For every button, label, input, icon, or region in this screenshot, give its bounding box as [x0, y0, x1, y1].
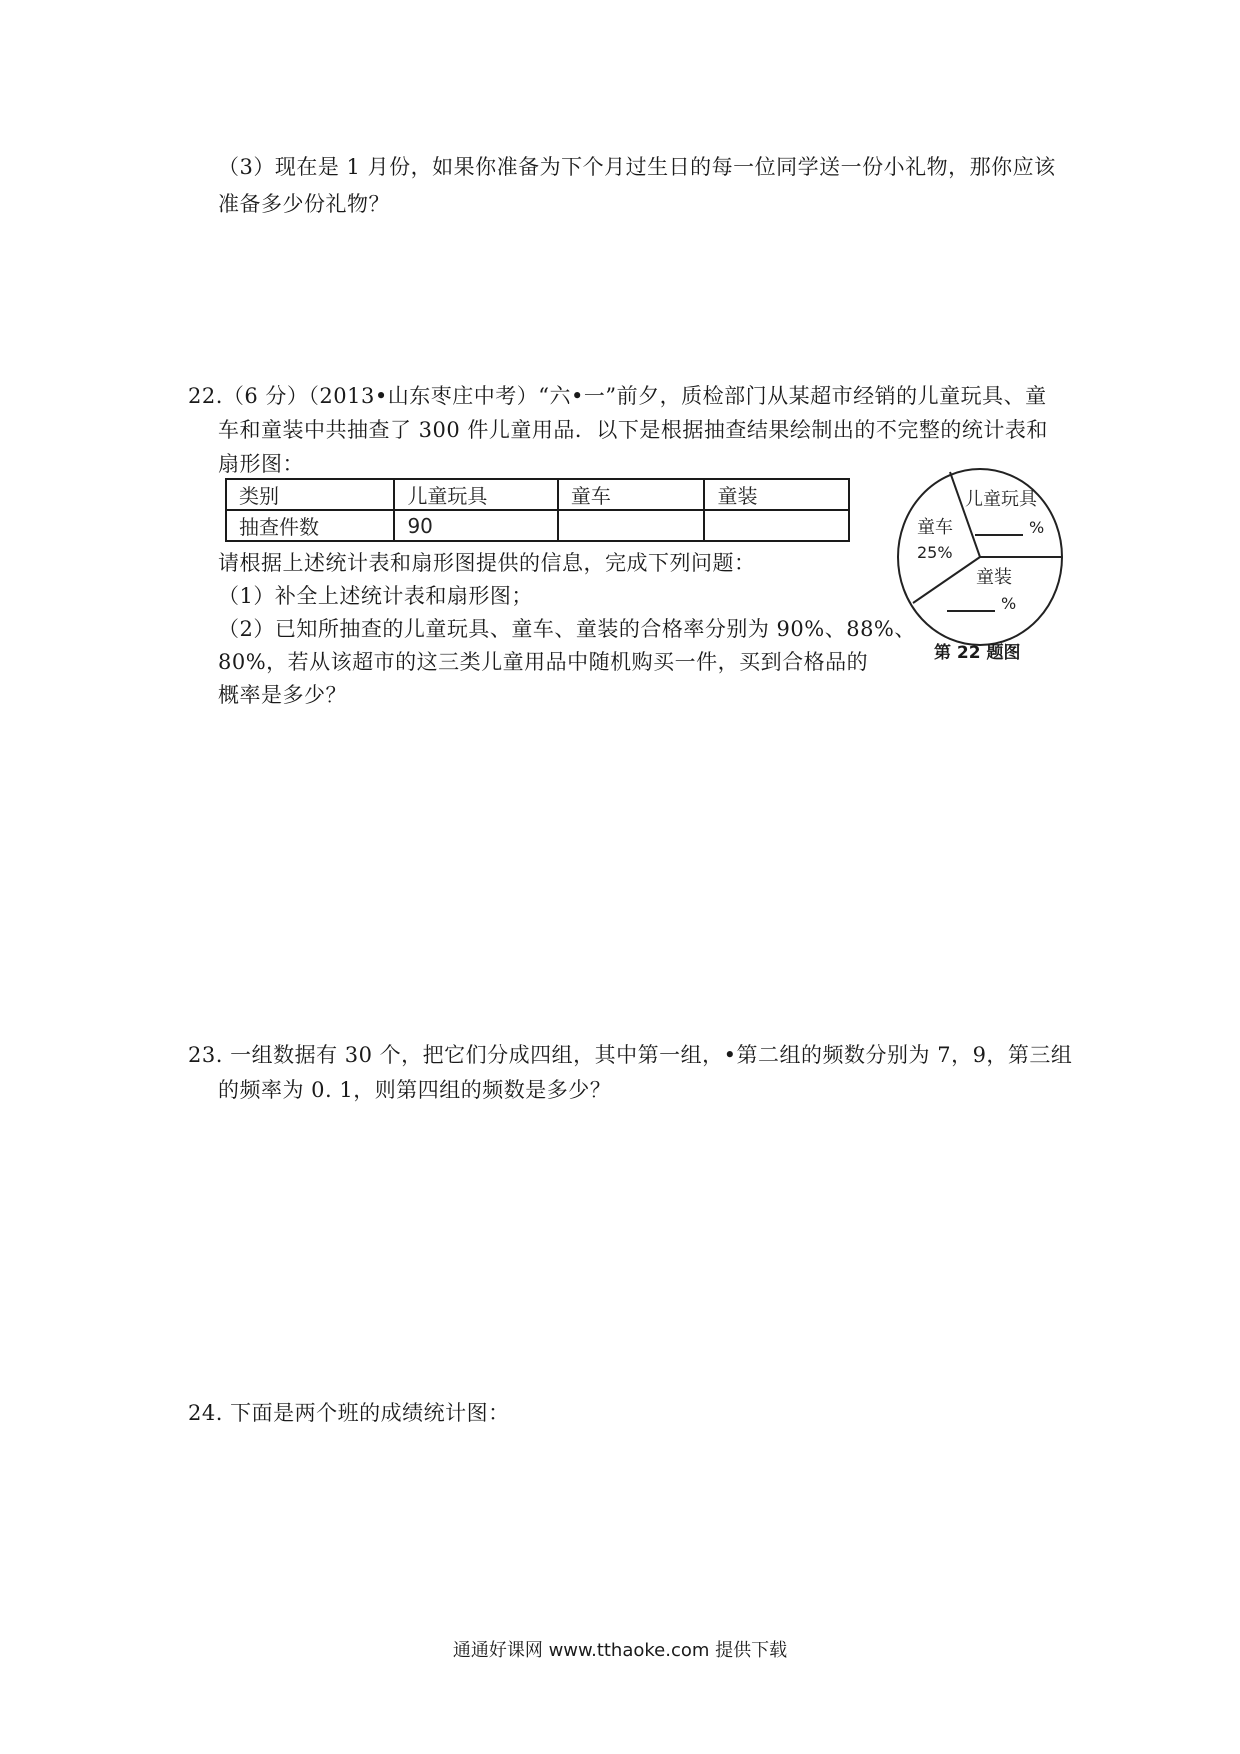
q21-part3-line1: （3）现在是 1 月份，如果你准备为下个月过生日的每一位同学送一份小礼物，那你应该: [218, 155, 1056, 179]
table-cell: 童车: [558, 479, 705, 510]
q22-line3: 扇形图：: [218, 452, 304, 476]
table-cell: 抽查件数: [226, 510, 394, 541]
figure-caption: 第 22 题图: [934, 643, 1021, 663]
table-cell: 90: [394, 510, 557, 541]
q22-instruction: 请根据上述统计表和扇形图提供的信息，完成下列问题：: [218, 551, 756, 575]
q22-line1: 22.（6 分）（2013•山东枣庄中考）“六•一”前夕，质检部门从某超市经销的儿童玩具、童: [188, 384, 1047, 408]
page-footer: 通通好课网 www.tthaoke.com 提供下载: [452, 1640, 788, 1661]
table-header-row: [226, 479, 849, 510]
table-cell: [558, 510, 705, 541]
q24-line1: 24. 下面是两个班的成绩统计图：: [188, 1401, 510, 1425]
pie-label-car: 童车: [917, 517, 953, 538]
pie-pct-car: 25%: [917, 543, 953, 562]
table-cell: 儿童玩具: [394, 479, 557, 510]
pie-label-toys: 儿童玩具: [965, 489, 1037, 510]
table-cell: [704, 510, 849, 541]
q22-sub2-line3: 概率是多少？: [218, 683, 347, 707]
q22-sub1: （1）补全上述统计表和扇形图；: [218, 584, 533, 608]
pie-chart: [895, 465, 1071, 651]
q22-sub2-line1: （2）已知所抽查的儿童玩具、童车、童装的合格率分别为 90%、88%、: [218, 617, 916, 641]
table-row: [226, 510, 849, 541]
table-cell: 童装: [704, 479, 849, 510]
q22-line2: 车和童装中共抽查了 300 件儿童用品．以下是根据抽查结果绘制出的不完整的统计表和: [218, 418, 1048, 442]
pie-divider-left: [913, 557, 980, 603]
pie-pct-toys: %: [1029, 518, 1045, 537]
q23-line2: 的频率为 0. 1，则第四组的频数是多少？: [218, 1078, 612, 1102]
q22-sub2-line2: 80%，若从该超市的这三类儿童用品中随机购买一件，买到合格品的: [218, 650, 869, 674]
q23-line1: 23. 一组数据有 30 个，把它们分成四组，其中第一组，•第二组的频数分别为 7，9，第三组: [188, 1043, 1073, 1067]
q21-part3-line2: 准备多少份礼物？: [218, 192, 390, 216]
statistics-table: [225, 478, 850, 542]
table-cell: 类别: [226, 479, 394, 510]
pie-pct-clothes: %: [1001, 594, 1017, 613]
pie-label-clothes: 童装: [976, 567, 1012, 588]
pie-divider-top: [950, 472, 980, 557]
